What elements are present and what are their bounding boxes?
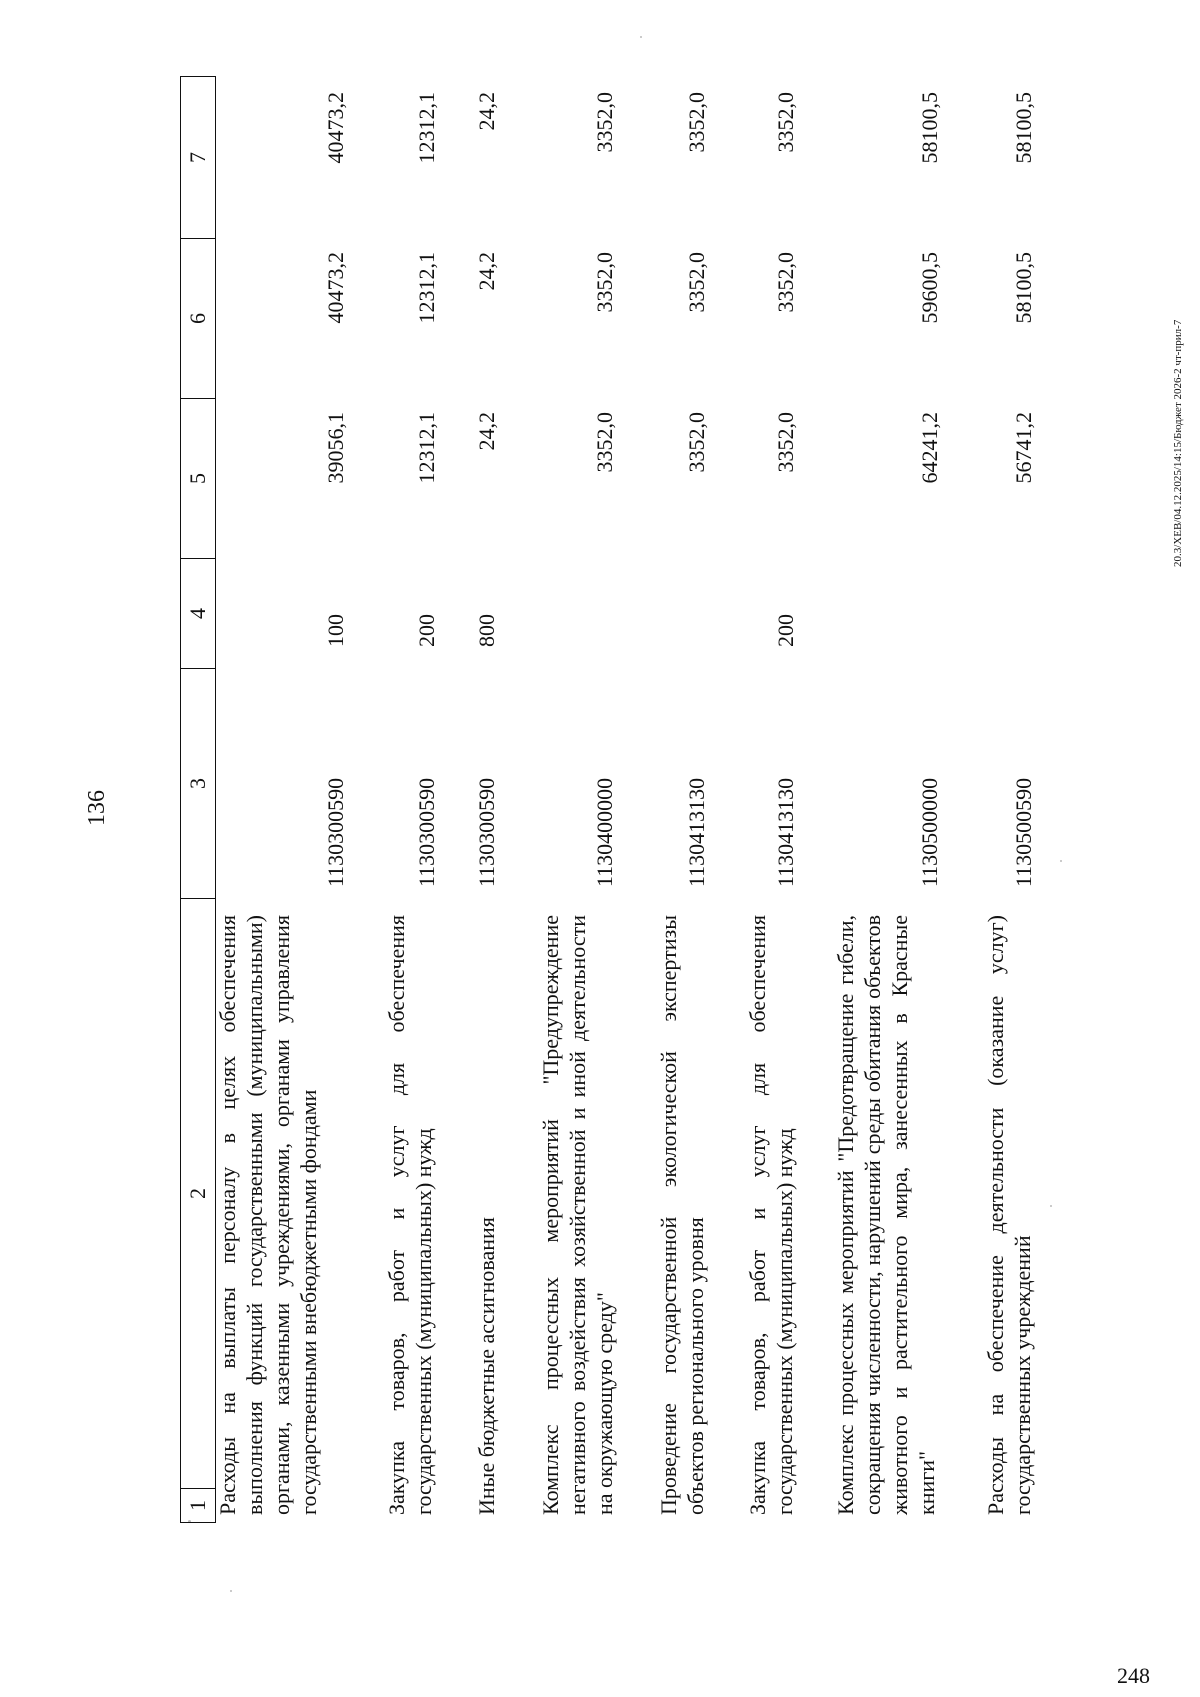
amount-col7: 3352,0 [592, 92, 617, 153]
amount-col7: 40473,2 [323, 92, 348, 164]
amount-col6: 3352,0 [773, 252, 798, 313]
amount-col7: 12312,1 [414, 92, 439, 164]
amount-col5: 56741,2 [1011, 412, 1036, 484]
amount-col6: 24,2 [474, 252, 499, 291]
target-article-code: 1130400000 [592, 777, 617, 887]
amount-col5: 12312,1 [414, 412, 439, 484]
amount-col6: 40473,2 [323, 252, 348, 324]
amount-col7: 3352,0 [684, 92, 709, 153]
row-description: Закупка товаров, работ и услуг для обеспечения государственных (муниципальных) нужд [384, 915, 436, 1515]
target-article-code: 1130413130 [773, 777, 798, 887]
row-description: Комплекс процессных мероприятий "Предотвращение гибели, сокращения численности, нарушений среды обитания объектов животного и растительного мира, занесенных в Красные книги" [833, 915, 939, 1515]
column-header-7: 7 [181, 77, 216, 239]
target-article-code: 1130300590 [414, 777, 439, 887]
page-number: 136 [84, 790, 110, 826]
amount-col6: 3352,0 [684, 252, 709, 313]
target-article-code: 1130500000 [917, 777, 942, 887]
amount-col5: 24,2 [474, 412, 499, 451]
amount-col6: 58100,5 [1011, 252, 1036, 324]
row-description: Иные бюджетные ассигнования [474, 1217, 499, 1515]
document-footer-note: 20.3/XEB/04.12.2025/14:15/Бюджет 2026-2 чт-прил-7 [1172, 319, 1184, 567]
amount-col7: 58100,5 [917, 92, 942, 164]
column-header-5: 5 [181, 399, 216, 559]
amount-col5: 3352,0 [592, 412, 617, 473]
target-article-code: 1130500590 [1011, 777, 1036, 887]
amount-col6: 59600,5 [917, 252, 942, 324]
amount-col5: 3352,0 [773, 412, 798, 473]
row-description: Расходы на обеспечение деятельности (оказание услуг) государственных учреждений [983, 915, 1035, 1515]
row-description: Проведение государственной экологической экспертизы объектов регионального уровня [656, 915, 708, 1515]
expense-type-code: 800 [474, 614, 499, 647]
target-article-code: 1130300590 [323, 777, 348, 887]
amount-col5: 39056,1 [323, 412, 348, 484]
expense-type-code: 100 [323, 614, 348, 647]
column-header-1: 1 [181, 1489, 216, 1523]
target-article-code: 1130413130 [684, 777, 709, 887]
column-header-2: 2 [181, 899, 216, 1489]
column-header-3: 3 [181, 669, 216, 899]
target-article-code: 1130300590 [474, 777, 499, 887]
amount-col5: 3352,0 [684, 412, 709, 473]
amount-col6: 3352,0 [592, 252, 617, 313]
row-description: Закупка товаров, работ и услуг для обеспечения государственных (муниципальных) нужд [745, 915, 797, 1515]
row-description: Комплекс процессных мероприятий "Предупреждение негативного воздействия хозяйственной и иной деятельности на окружающую среду" [538, 915, 617, 1515]
amount-col7: 58100,5 [1011, 92, 1036, 164]
row-description: Расходы на выплаты персоналу в целях обеспечения выполнения функций государственными (муниципальными) органами, казенными учреждениями, органами управления государственными внебюджетными фондами [215, 915, 321, 1515]
bottom-page-number: 248 [1117, 1663, 1150, 1688]
expense-type-code: 200 [773, 614, 798, 647]
amount-col7: 24,2 [474, 92, 499, 131]
amount-col7: 3352,0 [773, 92, 798, 153]
expense-type-code: 200 [414, 614, 439, 647]
amount-col6: 12312,1 [414, 252, 439, 324]
column-header-4: 4 [181, 559, 216, 669]
column-number-header [180, 76, 216, 1523]
amount-col5: 64241,2 [917, 412, 942, 484]
column-header-6: 6 [181, 239, 216, 399]
